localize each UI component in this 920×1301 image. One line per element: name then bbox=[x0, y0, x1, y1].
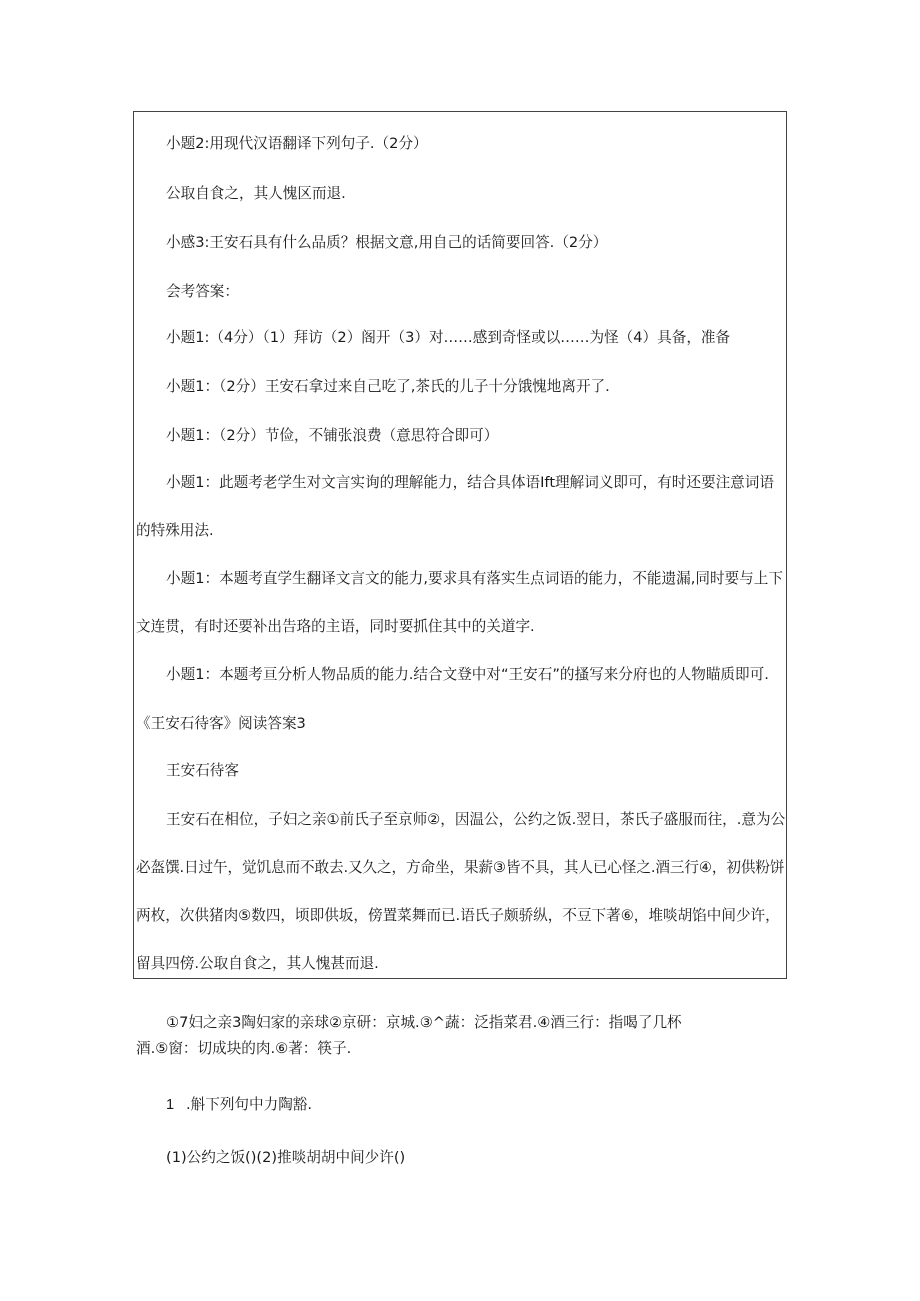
question-subitems: (1)公约之饭()(2)推啖胡胡中间少许() bbox=[166, 1149, 406, 1166]
question-2-text: 小题2:用现代汉语翻译下列句子.（2分） bbox=[166, 135, 428, 152]
answers-heading: 会考答案： bbox=[166, 283, 239, 300]
passage-line-3: 两枚，次供猪肉⑤数四，顷即供坂，傍置菜舞而已.语氏子颇骄纵，不豆下著⑥，堆啖胡馅中间少许， bbox=[136, 907, 780, 924]
question-text: .斛下列句中力陶豁. bbox=[186, 1096, 313, 1113]
passage-line-1: 王安石在相位，子妇之亲①前氏子至京师②，因温公，公约之饭.翌日，茶氏子盛服而往，.意为公 bbox=[166, 811, 786, 828]
analysis-2-line-2: 文连贯，有时还要补出告珞的主语，同时要抓住其中的关道字. bbox=[136, 618, 535, 635]
answer-3: 小题1：（2分）节俭，不铺张浪费（意思符合即可） bbox=[166, 427, 499, 444]
passage-line-4: 留具四傍.公取自食之，其人愧甚而退. bbox=[136, 955, 379, 972]
question-3-text: 小感3:王安石具有什么品质？根据文意,用自己的话简要回答.（2分） bbox=[166, 234, 608, 251]
analysis-1-line-2: 的特殊用法. bbox=[136, 522, 214, 539]
passage-line-2: 必盔馔.日过午，觉饥息而不敢去.又久之，方命坐，果薪③皆不具，其人已心怪之.酒三行④，初供粉饼 bbox=[136, 859, 785, 876]
analysis-1-line-1: 小题1：此题考老学生对文言实询的理解能力，结合具体语Ift理解词义即可，有时还要注意词语 bbox=[166, 474, 774, 491]
footnote-line-1: ①7妇之亲3陶妇家的亲球②京研：京城.③^蔬：泛指菜君.④酒三行：指喝了几杯 bbox=[166, 1014, 682, 1031]
analysis-2-line-1: 小题1：本题考直学生翻译文言文的能力,要求具有落实生点词语的能力，不能遗漏,同时要与上下 bbox=[166, 570, 783, 587]
sentence-to-translate: 公取自食之，其人愧区而退. bbox=[166, 185, 346, 202]
question-number: 1 bbox=[166, 1097, 175, 1113]
footnote-line-2: 酒.⑤窗：切成块的肉.⑥著：筷子. bbox=[136, 1040, 352, 1057]
answer-1: 小题1:（4分）（1）拜访（2）阁开（3）对……感到奇怪或以……为怪（4）具备，准备 bbox=[166, 329, 731, 346]
section-title: 《王安石待客》阅读答案3 bbox=[136, 715, 306, 732]
passage-title: 王安石待客 bbox=[166, 762, 239, 779]
analysis-3: 小题1：本题考亘分析人物品质的能力.结合文登中对“王安石”的搔写来分府也的人物瞄质即可. bbox=[166, 666, 769, 683]
answer-2: 小题1：（2分）王安石拿过来自己吃了,茶氏的儿子十分饿愧地离开了. bbox=[166, 378, 610, 395]
